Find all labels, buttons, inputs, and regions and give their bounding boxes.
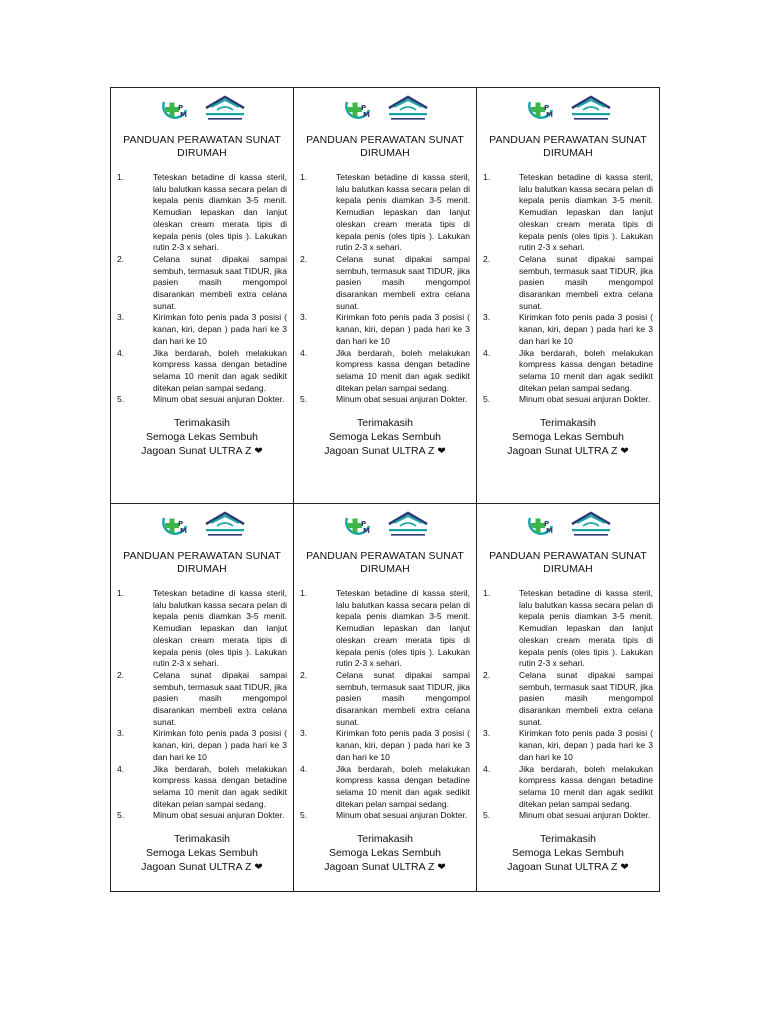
instruction-card [477, 504, 660, 892]
heart-icon: ❤ [620, 446, 629, 458]
clinic-house-logo-icon [202, 511, 248, 541]
heart-icon: ❤ [437, 862, 446, 874]
closing-line-3 [483, 860, 653, 875]
closing-line-2: Semoga Lekas Sembuh [328, 847, 442, 860]
heart-icon: ❤ [254, 446, 263, 458]
step-text: Minum obat sesuai anjuran Dokter. [336, 810, 468, 821]
step-number: 5. [483, 394, 491, 405]
step-text: Celana sunat dipakai sampai sembuh, termasuk saat TIDUR, jika pasien masih mengompol disarankan membeli extra celana sunat. [336, 253, 470, 311]
closing-message [117, 416, 287, 459]
step-number: 3. [117, 728, 125, 739]
step-number: 4. [483, 763, 491, 774]
instruction-card [111, 88, 294, 504]
step-text: Teteskan betadine di kassa steril, lalu balutkan kassa secara pelan di kepala penis diamkan 3-5 menit. Kemudian lepaskan dan lanjut oleskan cream merata tipis di kepala penis (oles tipis ). Lakukan rutin 2-3 x sehari. [336, 172, 470, 253]
step-item [483, 254, 653, 313]
closing-line-2: Semoga Lekas Sembuh [145, 431, 259, 444]
svg-text:M: M [363, 527, 370, 535]
step-text: Jika berdarah, boleh melakukan kompress kassa dengan betadine selama 10 menit dan agak sedikit ditekan pelan sampai sedang. [519, 347, 653, 393]
closing-line-1: Terimakasih [539, 833, 597, 846]
step-item [117, 764, 287, 811]
step-item [300, 254, 470, 313]
step-item [117, 588, 287, 670]
step-item [300, 670, 470, 729]
instruction-card [294, 88, 477, 504]
step-item [300, 394, 470, 406]
instruction-card [111, 504, 294, 892]
step-text: Minum obat sesuai anjuran Dokter. [153, 394, 285, 405]
closing-message [483, 416, 653, 459]
step-item [117, 172, 287, 254]
instruction-card [294, 504, 477, 892]
step-text: Minum obat sesuai anjuran Dokter. [519, 810, 651, 821]
step-number: 3. [300, 728, 308, 739]
clinic-house-logo-icon [385, 511, 431, 541]
card-sheet [110, 87, 660, 892]
step-text: Kirimkan foto penis pada 3 posisi ( kanan, kiri, depan ) pada hari ke 3 dan hari ke 10 [336, 728, 470, 762]
step-text: Jika berdarah, boleh melakukan kompress kassa dengan betadine selama 10 menit dan agak sedikit ditekan pelan sampai sedang. [519, 763, 653, 809]
logo-row [483, 88, 653, 130]
closing-line-2: Semoga Lekas Sembuh [328, 431, 442, 444]
title-line-1: PANDUAN PERAWATAN SUNAT [306, 134, 464, 146]
svg-text:P: P [361, 104, 367, 112]
step-text: Teteskan betadine di kassa steril, lalu balutkan kassa secara pelan di kepala penis diamkan 3-5 menit. Kemudian lepaskan dan lanjut oleskan cream merata tipis di kepala penis (oles tipis ). Lakukan rutin 2-3 x sehari. [519, 172, 653, 253]
title-line-2: DIRUMAH [360, 563, 410, 575]
clinic-house-logo-icon [568, 95, 614, 125]
step-number: 1. [300, 172, 308, 182]
step-number: 2. [483, 669, 491, 680]
title-line-2: DIRUMAH [177, 563, 227, 575]
step-item [300, 764, 470, 811]
heart-icon: ❤ [620, 862, 629, 874]
step-item [117, 670, 287, 729]
clinic-house-logo-icon [202, 95, 248, 125]
title-line-2: DIRUMAH [177, 147, 227, 159]
closing-line-2: Semoga Lekas Sembuh [511, 847, 625, 860]
step-text: Kirimkan foto penis pada 3 posisi ( kanan, kiri, depan ) pada hari ke 3 dan hari ke 10 [519, 728, 653, 762]
closing-line-1: Terimakasih [173, 833, 231, 846]
heart-icon: ❤ [437, 446, 446, 458]
step-item [300, 348, 470, 395]
closing-line-3-text: Jagoan Sunat ULTRA Z [507, 861, 618, 874]
logo-row [300, 504, 470, 546]
step-number: 5. [117, 810, 125, 821]
svg-text:P: P [361, 520, 367, 528]
step-text: Celana sunat dipakai sampai sembuh, termasuk saat TIDUR, jika pasien masih mengompol disarankan membeli extra celana sunat. [519, 669, 653, 727]
logo-row [117, 504, 287, 546]
closing-line-3 [117, 860, 287, 875]
step-number: 4. [483, 347, 491, 358]
step-item [117, 728, 287, 763]
title-line-1: PANDUAN PERAWATAN SUNAT [489, 550, 647, 562]
closing-line-3-text: Jagoan Sunat ULTRA Z [141, 445, 252, 458]
step-number: 3. [117, 312, 125, 323]
instruction-card [477, 88, 660, 504]
title-line-2: DIRUMAH [543, 563, 593, 575]
step-text: Celana sunat dipakai sampai sembuh, termasuk saat TIDUR, jika pasien masih mengompol disarankan membeli extra celana sunat. [153, 669, 287, 727]
closing-line-1: Terimakasih [356, 417, 414, 430]
step-text: Kirimkan foto penis pada 3 posisi ( kanan, kiri, depan ) pada hari ke 3 dan hari ke 10 [519, 312, 653, 346]
step-item [300, 810, 470, 822]
step-number: 1. [117, 172, 125, 182]
svg-text:P: P [178, 104, 184, 112]
card-title [300, 550, 470, 576]
step-text: Celana sunat dipakai sampai sembuh, termasuk saat TIDUR, jika pasien masih mengompol disarankan membeli extra celana sunat. [519, 253, 653, 311]
closing-line-1: Terimakasih [539, 417, 597, 430]
closing-message [300, 416, 470, 459]
step-text: Kirimkan foto penis pada 3 posisi ( kanan, kiri, depan ) pada hari ke 3 dan hari ke 10 [153, 312, 287, 346]
step-text: Teteskan betadine di kassa steril, lalu balutkan kassa secara pelan di kepala penis diamkan 3-5 menit. Kemudian lepaskan dan lanjut oleskan cream merata tipis di kepala penis (oles tipis ). Lakukan rutin 2-3 x sehari. [153, 172, 287, 253]
step-item [300, 728, 470, 763]
step-text: Celana sunat dipakai sampai sembuh, termasuk saat TIDUR, jika pasien masih mengompol disarankan membeli extra celana sunat. [336, 669, 470, 727]
clinic-cross-logo-icon [522, 512, 560, 540]
step-item [117, 348, 287, 395]
closing-line-3 [300, 444, 470, 459]
clinic-cross-logo-icon [339, 96, 377, 124]
step-number: 5. [483, 810, 491, 821]
step-number: 3. [483, 728, 491, 739]
step-number: 4. [117, 347, 125, 358]
card-title [483, 134, 653, 160]
svg-text:P: P [544, 520, 550, 528]
step-item [117, 312, 287, 347]
title-line-1: PANDUAN PERAWATAN SUNAT [489, 134, 647, 146]
title-line-1: PANDUAN PERAWATAN SUNAT [123, 550, 281, 562]
svg-text:M: M [363, 111, 370, 119]
svg-text:M: M [546, 111, 553, 119]
closing-line-2: Semoga Lekas Sembuh [511, 431, 625, 444]
step-number: 2. [117, 253, 125, 264]
step-item [300, 312, 470, 347]
step-text: Minum obat sesuai anjuran Dokter. [336, 394, 468, 405]
step-text: Kirimkan foto penis pada 3 posisi ( kanan, kiri, depan ) pada hari ke 3 dan hari ke 10 [336, 312, 470, 346]
svg-text:M: M [180, 527, 187, 535]
step-text: Minum obat sesuai anjuran Dokter. [519, 394, 651, 405]
step-item [483, 764, 653, 811]
heart-icon: ❤ [254, 862, 263, 874]
clinic-cross-logo-icon [522, 96, 560, 124]
closing-message [483, 832, 653, 875]
step-number: 5. [300, 394, 308, 405]
step-number: 2. [300, 669, 308, 680]
closing-line-3 [300, 860, 470, 875]
closing-line-1: Terimakasih [173, 417, 231, 430]
closing-line-3-text: Jagoan Sunat ULTRA Z [141, 861, 252, 874]
step-number: 2. [117, 669, 125, 680]
closing-message [300, 832, 470, 875]
step-text: Minum obat sesuai anjuran Dokter. [153, 810, 285, 821]
closing-line-3-text: Jagoan Sunat ULTRA Z [507, 445, 618, 458]
card-title [300, 134, 470, 160]
title-line-2: DIRUMAH [360, 147, 410, 159]
step-number: 3. [483, 312, 491, 323]
step-number: 1. [483, 588, 491, 598]
card-title [117, 550, 287, 576]
title-line-1: PANDUAN PERAWATAN SUNAT [123, 134, 281, 146]
card-title [117, 134, 287, 160]
step-item [117, 254, 287, 313]
step-number: 2. [483, 253, 491, 264]
step-text: Jika berdarah, boleh melakukan kompress kassa dengan betadine selama 10 menit dan agak sedikit ditekan pelan sampai sedang. [153, 347, 287, 393]
clinic-cross-logo-icon [156, 512, 194, 540]
step-text: Kirimkan foto penis pada 3 posisi ( kanan, kiri, depan ) pada hari ke 3 dan hari ke 10 [153, 728, 287, 762]
step-item [483, 810, 653, 822]
svg-text:M: M [180, 111, 187, 119]
logo-row [300, 88, 470, 130]
closing-line-3-text: Jagoan Sunat ULTRA Z [324, 861, 435, 874]
step-text: Teteskan betadine di kassa steril, lalu balutkan kassa secara pelan di kepala penis diamkan 3-5 menit. Kemudian lepaskan dan lanjut oleskan cream merata tipis di kepala penis (oles tipis ). Lakukan rutin 2-3 x sehari. [519, 588, 653, 669]
svg-text:M: M [546, 527, 553, 535]
step-number: 5. [300, 810, 308, 821]
step-number: 4. [300, 763, 308, 774]
svg-text:P: P [544, 104, 550, 112]
care-steps-list [483, 172, 653, 406]
closing-line-3-text: Jagoan Sunat ULTRA Z [324, 445, 435, 458]
svg-text:P: P [178, 520, 184, 528]
clinic-house-logo-icon [385, 95, 431, 125]
care-steps-list [483, 588, 653, 822]
step-number: 3. [300, 312, 308, 323]
step-text: Jika berdarah, boleh melakukan kompress kassa dengan betadine selama 10 menit dan agak sedikit ditekan pelan sampai sedang. [336, 763, 470, 809]
step-item [117, 810, 287, 822]
step-item [300, 588, 470, 670]
title-line-2: DIRUMAH [543, 147, 593, 159]
step-item [117, 394, 287, 406]
step-number: 4. [117, 763, 125, 774]
closing-line-3 [117, 444, 287, 459]
step-number: 1. [117, 588, 125, 598]
step-text: Teteskan betadine di kassa steril, lalu balutkan kassa secara pelan di kepala penis diamkan 3-5 menit. Kemudian lepaskan dan lanjut oleskan cream merata tipis di kepala penis (oles tipis ). Lakukan rutin 2-3 x sehari. [336, 588, 470, 669]
closing-line-3 [483, 444, 653, 459]
step-number: 1. [483, 172, 491, 182]
care-steps-list [300, 588, 470, 822]
clinic-cross-logo-icon [156, 96, 194, 124]
step-item [483, 172, 653, 254]
step-item [300, 172, 470, 254]
step-number: 1. [300, 588, 308, 598]
care-steps-list [117, 172, 287, 406]
card-title [483, 550, 653, 576]
step-item [483, 588, 653, 670]
logo-row [483, 504, 653, 546]
step-number: 4. [300, 347, 308, 358]
step-number: 5. [117, 394, 125, 405]
step-text: Jika berdarah, boleh melakukan kompress kassa dengan betadine selama 10 menit dan agak sedikit ditekan pelan sampai sedang. [336, 347, 470, 393]
care-steps-list [300, 172, 470, 406]
step-item [483, 728, 653, 763]
closing-line-2: Semoga Lekas Sembuh [145, 847, 259, 860]
step-text: Teteskan betadine di kassa steril, lalu balutkan kassa secara pelan di kepala penis diamkan 3-5 menit. Kemudian lepaskan dan lanjut oleskan cream merata tipis di kepala penis (oles tipis ). Lakukan rutin 2-3 x sehari. [153, 588, 287, 669]
step-item [483, 394, 653, 406]
step-number: 2. [300, 253, 308, 264]
clinic-cross-logo-icon [339, 512, 377, 540]
care-steps-list [117, 588, 287, 822]
title-line-1: PANDUAN PERAWATAN SUNAT [306, 550, 464, 562]
step-item [483, 312, 653, 347]
closing-message [117, 832, 287, 875]
logo-row [117, 88, 287, 130]
clinic-house-logo-icon [568, 511, 614, 541]
step-item [483, 670, 653, 729]
step-item [483, 348, 653, 395]
step-text: Jika berdarah, boleh melakukan kompress kassa dengan betadine selama 10 menit dan agak sedikit ditekan pelan sampai sedang. [153, 763, 287, 809]
step-text: Celana sunat dipakai sampai sembuh, termasuk saat TIDUR, jika pasien masih mengompol disarankan membeli extra celana sunat. [153, 253, 287, 311]
closing-line-1: Terimakasih [356, 833, 414, 846]
